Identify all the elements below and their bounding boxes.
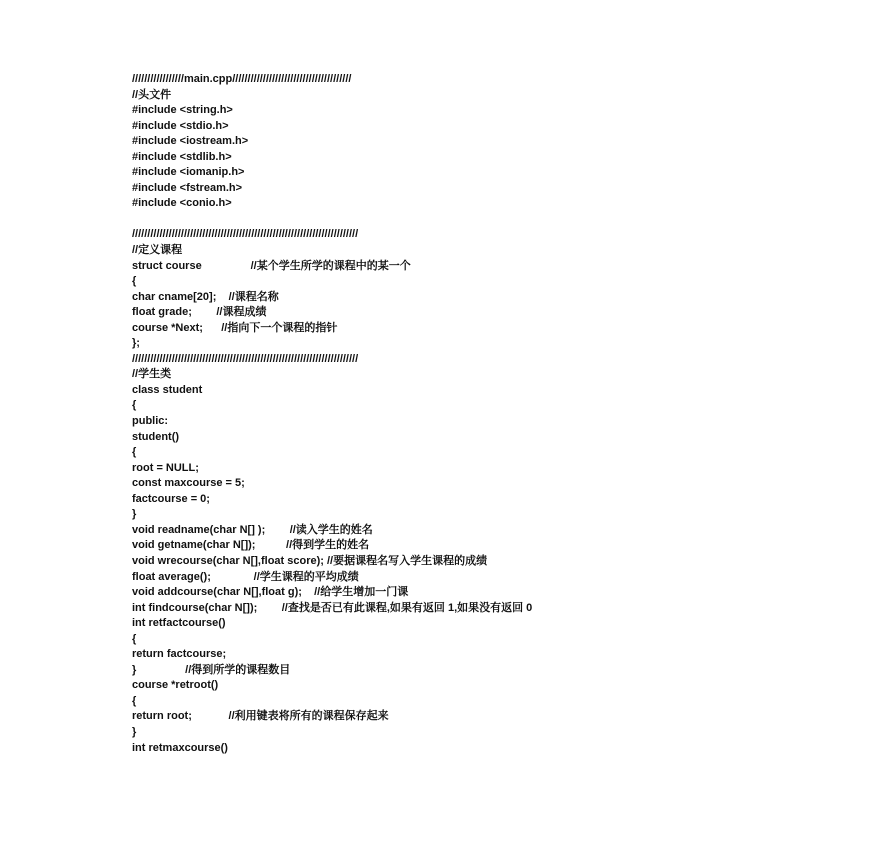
- code-line: {: [132, 694, 137, 707]
- code-line: float average(); //学生课程的平均成绩: [132, 570, 359, 583]
- code-line: #include <iomanip.h>: [132, 166, 245, 179]
- code-line: //////////////////////////////////////////////////////////////////////////: [132, 228, 359, 241]
- code-line: #include <iostream.h>: [132, 135, 249, 148]
- code-line: return factcourse;: [132, 648, 227, 661]
- code-line: void wrecourse(char N[],float score); //要据课程名写入学生课程的成绩: [132, 554, 488, 567]
- code-line: #include <fstream.h>: [132, 181, 243, 194]
- code-line: return root; //利用键表将所有的课程保存起来: [132, 710, 389, 723]
- code-line: }: [132, 508, 137, 521]
- code-line: //头文件: [132, 88, 172, 101]
- code-line: char cname[20]; //课程名称: [132, 290, 279, 303]
- code-line: const maxcourse = 5;: [132, 477, 245, 490]
- code-line: course *Next; //指向下一个课程的指针: [132, 321, 338, 334]
- code-line: } //得到所学的课程数目: [132, 663, 291, 676]
- code-line: {: [132, 275, 137, 288]
- code-line: course *retroot(): [132, 679, 219, 692]
- code-line: int retmaxcourse(): [132, 741, 228, 754]
- code-line: struct course //某个学生所学的课程中的某一个: [132, 259, 411, 272]
- code-line: /////////////////main.cpp///////////////////////////////////////: [132, 73, 352, 85]
- code-line: root = NULL;: [132, 461, 199, 474]
- code-line: #include <stdlib.h>: [132, 150, 232, 163]
- blank-line: [132, 212, 852, 228]
- code-line: student(): [132, 430, 180, 443]
- code-line: #include <stdio.h>: [132, 119, 229, 132]
- code-line: int findcourse(char N[]); //查找是否已有此课程,如果有返回 1,如果没有返回 0: [132, 601, 533, 614]
- code-line: {: [132, 446, 137, 459]
- code-line: void addcourse(char N[],float g); //给学生增加一门课: [132, 586, 409, 599]
- code-line: void readname(char N[] ); //读入学生的姓名: [132, 523, 373, 536]
- code-line: int retfactcourse(): [132, 617, 226, 630]
- code-line: //学生类: [132, 368, 172, 381]
- code-line: }: [132, 725, 137, 738]
- code-line: class student: [132, 383, 203, 396]
- code-line: #include <string.h>: [132, 104, 233, 117]
- code-line: public:: [132, 415, 169, 428]
- code-line: void getname(char N[]); //得到学生的姓名: [132, 539, 370, 552]
- code-line: };: [132, 337, 140, 350]
- code-line: float grade; //课程成绩: [132, 306, 267, 319]
- code-line: {: [132, 399, 137, 412]
- code-listing: [132, 72, 852, 756]
- code-line: //定义课程: [132, 244, 183, 257]
- code-line: factcourse = 0;: [132, 492, 210, 505]
- code-line: #include <conio.h>: [132, 197, 232, 210]
- code-line: {: [132, 632, 137, 645]
- code-line: //////////////////////////////////////////////////////////////////////////: [132, 352, 359, 365]
